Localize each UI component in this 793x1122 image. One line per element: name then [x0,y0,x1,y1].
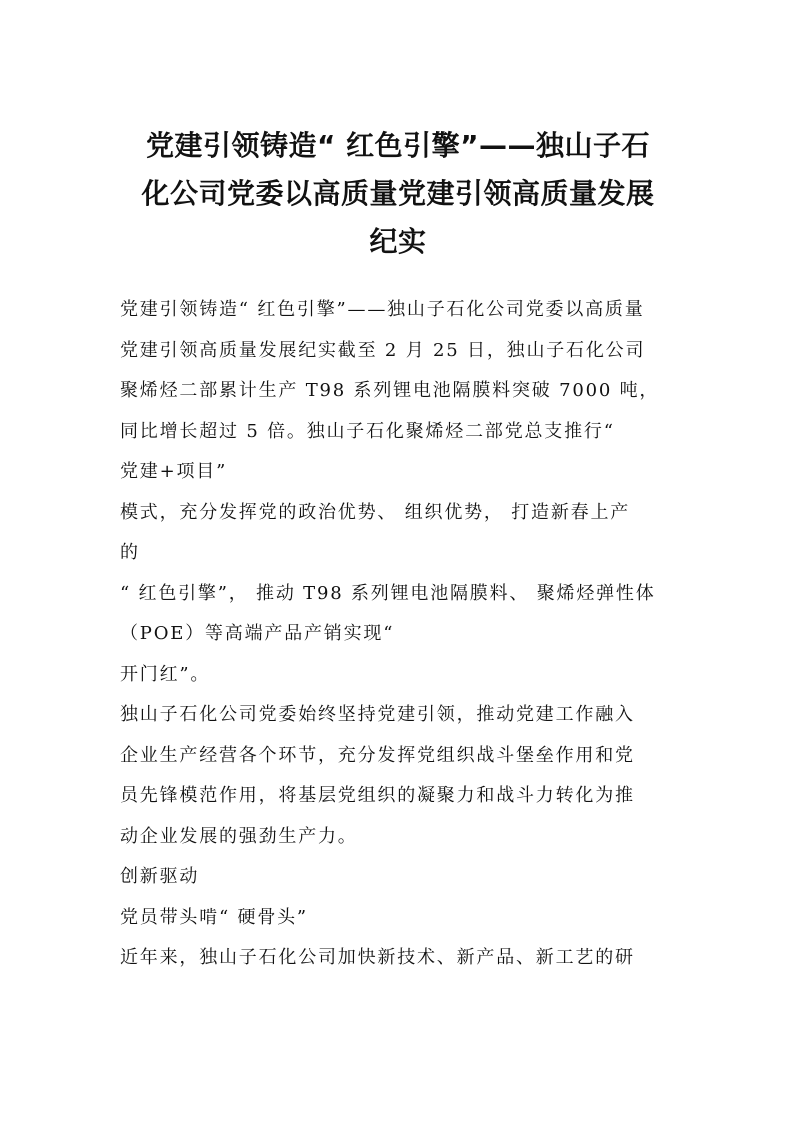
body-line: 企业生产经营各个环节，充分发挥党组织战斗堡垒作用和党 [120,744,635,766]
document-title [118,122,678,266]
section-heading: 创新驱动 [120,866,200,887]
body-line: 党建引领高质量发展纪实截至 2 月 25 日，独山子石化公司 [120,339,646,361]
body-line: 开门红”。 [120,663,211,685]
body-line: 独山子石化公司党委始终坚持党建引领，推动党建工作融入 [120,704,635,725]
body-line: 动企业发展的强劲生产力。 [120,825,358,847]
body-line: 党建引领铸造“ 红色引擎”——独山子石化公司党委以高质量 [120,299,645,320]
body-line: 党建+项目” [120,461,228,482]
body-line: 聚烯烃二部累计生产 T98 系列锂电池隔膜料突破 7000 吨， [120,380,660,401]
body-line: 模式，充分发挥党的政治优势、 组织优势， 打造新春上产 [120,501,631,523]
body-line: 同比增长超过 5 倍。独山子石化聚烯烃二部党总支推行“ [120,420,615,442]
title-line: 化公司党委以高质量党建引领高质量发展 [141,177,655,210]
body-line: 的 [120,542,140,563]
document-body [120,295,680,984]
body-line: 近年来，独山子石化公司加快新技术、新产品、新工艺的研 [120,947,635,968]
title-line: 党建引领铸造“ 红色引擎”——独山子石 [145,129,651,162]
body-line: （POE）等高端产品产销实现“ [120,623,395,644]
section-subheading: 党员带头啃“ 硬骨头” [120,906,308,928]
body-line: 员先锋模范作用，将基层党组织的凝聚力和战斗力转化为推 [120,785,635,806]
title-line: 纪实 [369,225,427,258]
body-line: “ 红色引擎”， 推动 T98 系列锂电池隔膜料、 聚烯烃弹性体 [120,582,656,604]
